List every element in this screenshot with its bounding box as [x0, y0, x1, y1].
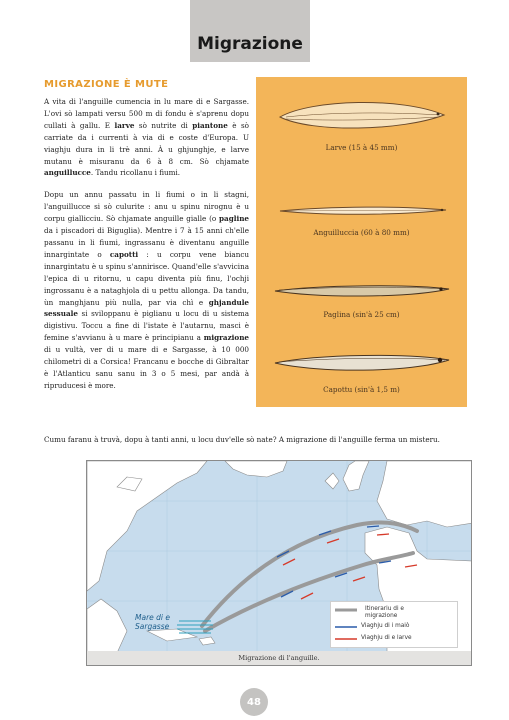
- page-number: 48: [247, 696, 261, 708]
- silver-eel-illustration: [269, 345, 455, 381]
- text-run: sò nutrite di: [134, 120, 193, 130]
- bold-term: migrazione: [203, 333, 249, 343]
- yellow-eel-stage: [256, 276, 467, 319]
- larva-illustration: [272, 95, 452, 139]
- yellow-eel-label: Paglina (sin'à 25 cm): [323, 310, 400, 319]
- silver-eel-label: Capottu (sin'à 1,5 m): [323, 385, 400, 394]
- text-run: da i piscadori di Biguglia). Mentre i 7 à 15 anni ch'elle passanu in li fiumi, ingrassanu è diventanu anguille innargintate o: [44, 226, 249, 259]
- text-run: è sò carriate da i currenti à via di e coste d'Europa. U viaghju dura in li trè anni. À u ghjunghje, e larve mutanu è misuranu da 6 à 8 cm. Sò chjamate: [44, 120, 250, 166]
- text-run: si sviloppanu è piglianu u locu di u sistema digistivu. Toccu a fine di l'istate è l'autarnu, masci è femine s'avvianu à u mare è principianu a: [44, 309, 249, 343]
- route-swatch: [335, 608, 357, 612]
- yellow-eel-illustration: [269, 276, 455, 306]
- section-heading: MIGRAZIONE È MUTE: [44, 79, 169, 90]
- glass-eel-illustration: [272, 198, 452, 224]
- glass-eel-stage: [256, 198, 467, 237]
- paragraph-1: [44, 96, 249, 179]
- page-title: Migrazione: [197, 34, 303, 54]
- legend-larvae: Viaghju di e larve: [335, 635, 412, 642]
- bold-term: ghjandule sessuale: [44, 297, 249, 319]
- silver-eel-stage: [256, 345, 467, 394]
- bold-term: anguillucce: [44, 168, 91, 178]
- legend-adults: Viaghju di i maiò: [335, 623, 409, 630]
- closing-question: Cumu faranu à truvà, dopu à tanti anni, u locu duv'elle sò nate? A migrazione di l'anguille ferma un misteru.: [44, 435, 440, 444]
- text-run: di u vultà, ver di u mare di e Sargasse, à 10 000 chilometri di a Corsica! Francanu e bocche di Gibraltar è l'Atlanticu sanu sanu in 3 o 5 mesi, par andà à ripruducesi è more.: [44, 345, 249, 390]
- text-run: . Tandu ricollanu i fiumi.: [90, 168, 181, 178]
- larva-label: Larve (15 à 45 mm): [325, 143, 398, 152]
- text-run: : u corpu vene biancu innargintatu è u spinu s'annirisce. Quand'elle s'avvicina l'epica di u ritornu, u capu diventa più finu, l'ochji ingrossanu è a nataghjola di u pettu allonga. Da tandu, ùn manghjanu più nulla, par via chì e: [44, 249, 249, 307]
- map-legend: [330, 601, 458, 648]
- text-run: A vita di l'anguille cumencia in lu mare di e Sargasse. L'ovi sò lampati versu 500 m di fondu è s'aprenu dopu cullati à gallu. E: [44, 97, 249, 130]
- text-run: Dopu un annu passatu in li fiumi o in li stagni, l'anguillucce si sò culurite : anu u spinu nirognu è u corpu giallicciu. Sò chjamate anguille gialle (o: [44, 190, 249, 224]
- title-banner: [190, 0, 310, 62]
- map-caption: Migrazione di l'anguille.: [87, 651, 471, 665]
- legend-route: Itinerariu di e migrazione: [335, 606, 404, 620]
- eel-stages-figure: [256, 77, 467, 407]
- sargasso-sea-label: Mare di e Sargasse: [135, 613, 170, 631]
- bold-term: piantone: [192, 120, 228, 130]
- larva-stage: [256, 95, 467, 152]
- bold-term: larve: [114, 120, 135, 130]
- bold-term: capotti: [109, 249, 139, 259]
- glass-eel-label: Anguilluccia (60 à 80 mm): [313, 228, 410, 237]
- paragraph-2: [44, 189, 249, 391]
- page-number-badge: [240, 688, 268, 716]
- body-text: [44, 96, 249, 402]
- adult-arrow-swatch: [335, 625, 357, 629]
- larva-arrow-swatch: [335, 637, 357, 641]
- migration-map: [86, 460, 472, 666]
- bold-term: pagline: [219, 214, 249, 224]
